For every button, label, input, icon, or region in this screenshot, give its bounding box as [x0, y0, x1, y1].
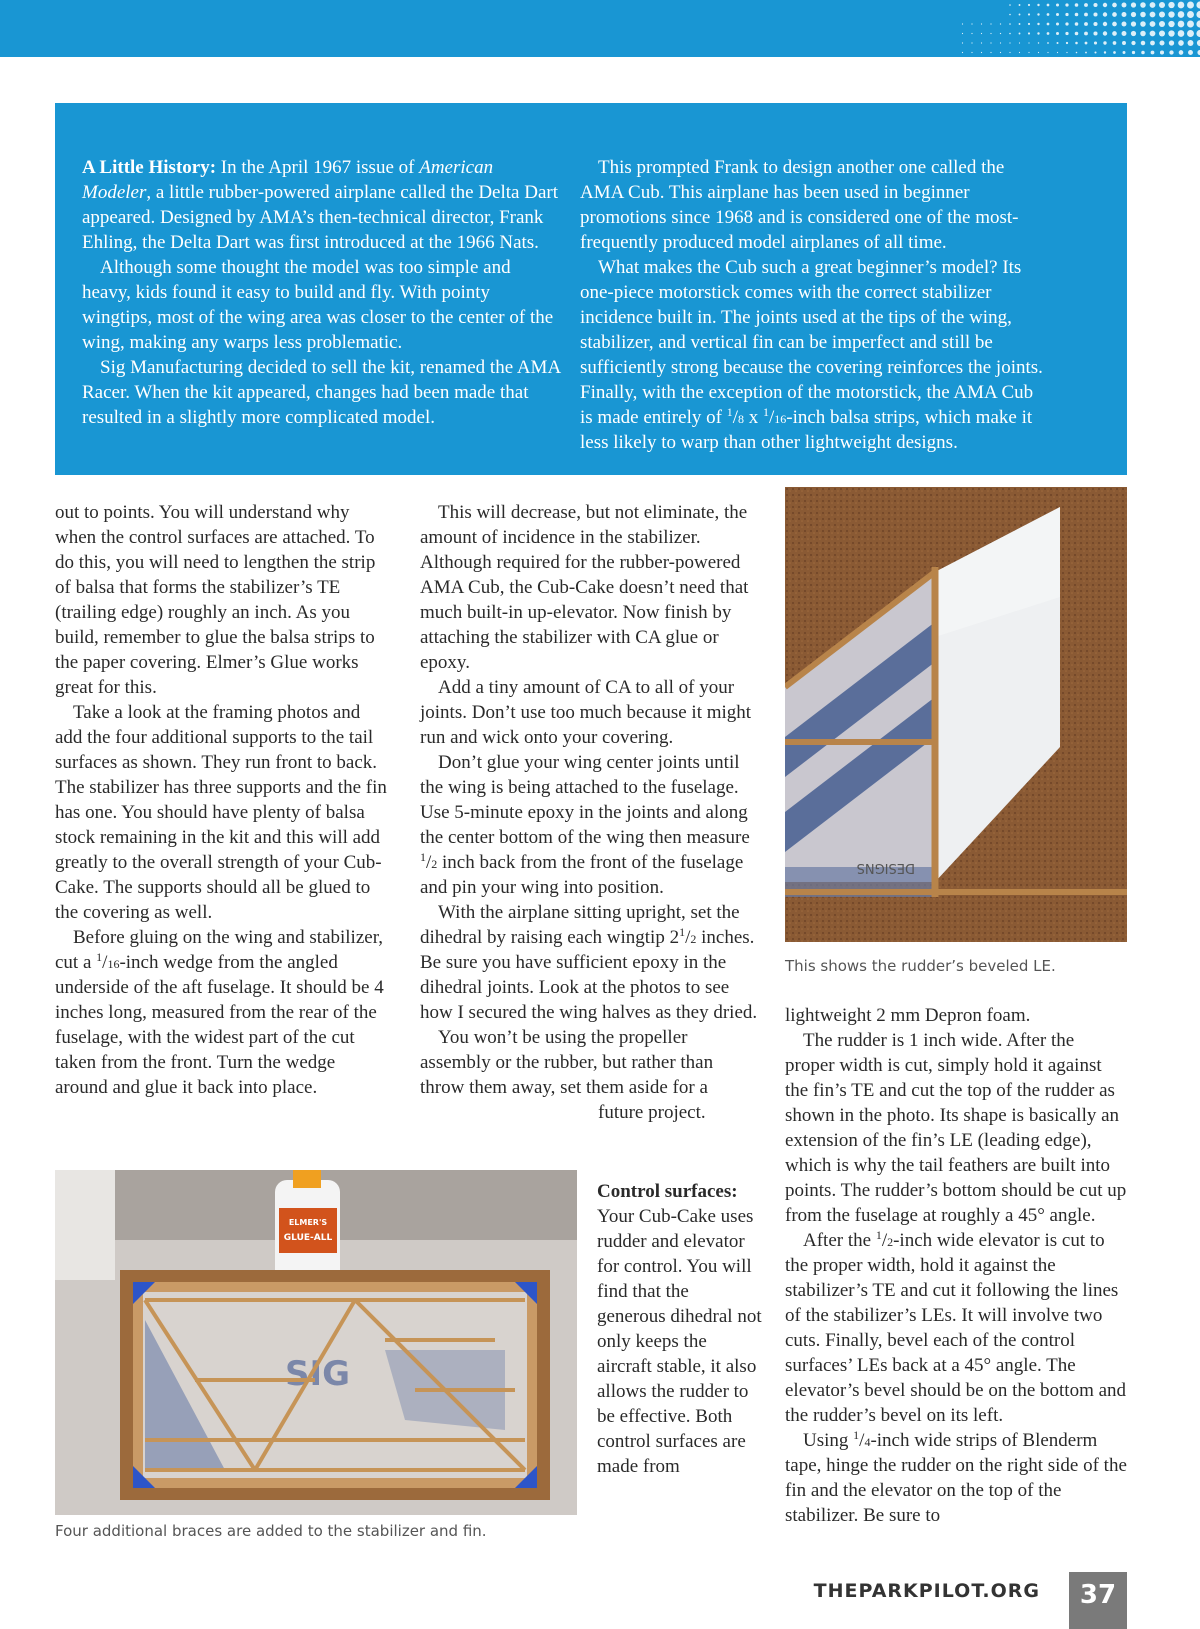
article-paragraph: With the airplane sitting upright, set the dihedral by raising each wingtip $2^1/2$ inches. Be sure you have sufficient epoxy in the dihedral joints. Look at the photos to see how I secured the wing halves as they dried. — [420, 902, 758, 1023]
article-text: After the — [803, 1230, 876, 1251]
article-column-3 — [785, 1003, 1127, 1528]
sidebar-paragraph: Sig Manufacturing decided to sell the kit, renamed the AMA Racer. When the kit appeared, changes had been made that resulted in a slightly more complicated model. — [82, 357, 561, 428]
fraction-denominator: 4 — [864, 1435, 871, 1449]
article-text: -inch wide elevator is cut to the proper width, hold it against the stabilizer’s TE and cut it following the lines of the stabilizer’s LEs. It will involve two cuts. Finally, bevel each of the control surfaces’ LEs back at a 45° angle. The elevator’s bevel should be on the bottom and the rudder’s bevel on its left. — [785, 1230, 1127, 1426]
fraction-numerator: 1 — [853, 1428, 860, 1442]
article-paragraph: lightweight 2 mm Depron foam. — [785, 1005, 1031, 1026]
sidebar-paragraph: Finally, with the exception of the motorstick, the AMA Cub is made entirely of $^1$/8 x $^1$/16-inch balsa strips, which make it less likely to warp than other lightweight designs. — [580, 382, 1034, 453]
article-text: inch back from the front of the fuselage and pin your wing into position. — [420, 852, 744, 898]
fraction-numerator: 1 — [420, 850, 426, 864]
sidebar-text: -inch balsa strips, which make it less likely to warp than other lightweight designs. — [580, 407, 1033, 453]
fraction-numerator: 1 — [96, 950, 103, 964]
sidebar-heading: A Little History: — [82, 157, 217, 178]
glue-product-label: GLUE-ALL — [283, 1233, 333, 1243]
fraction-numerator: 1 — [875, 1228, 882, 1242]
article-paragraph: Add a tiny amount of CA to all of your joints. Don’t use too much because it might run and wick onto your covering. — [420, 677, 752, 748]
sidebar-paragraph: What makes the Cub such a great beginner’s model? Its one-piece motorstick comes with the correct stabilizer incidence built in. The joints used at the tips of the wing, stabilizer, and vertical fin can be imperfect and still be sufficiently strong because the covering reinforces the joints. — [580, 257, 1043, 378]
rudder-photo — [785, 487, 1127, 942]
sidebar-paragraph: Although some thought the model was too simple and heavy, kids found it easy to build and fly. With pointy wingtips, most of the wing area was closer to the center of the wing, making any warps less problematic. — [82, 257, 554, 353]
history-sidebar — [55, 103, 1127, 475]
article-paragraph: Before gluing on the wing and stabilizer, cut a $^1$/16-inch wedge from the angled underside of the aft fuselage. It should be 4 inches long, measured from the rear of the fuselage, with the widest part of the cut taken from the front. Turn the wedge around and glue it back into place. — [55, 927, 384, 1098]
article-paragraph-end: future project. — [598, 1102, 706, 1123]
article-paragraph: Take a look at the framing photos and add the four additional supports to the tail surfaces as shown. They run front to back. The stabilizer has three supports and the fin has one. You should have plenty of balsa stock remaining in the kit and this will add greatly to the overall strength of your Cub-Cake. The supports should all be glued to the covering as well. — [55, 702, 387, 923]
article-paragraph: out to points. You will understand why when the control surfaces are attached. To do this, you will need to lengthen the strip of balsa that forms the stabilizer’s TE (trailing edge) roughly an inch. As you build, remember to glue the balsa strips to the paper covering. Elmer’s Glue works great for this. — [55, 502, 376, 698]
article-paragraph: You won’t be using the propeller assembly or the rubber, but rather than throw them away, set them aside for a — [420, 1027, 714, 1098]
article-paragraph: Your Cub-Cake uses rudder and elevator for control. You will find that the generous dihedral not only keeps the aircraft stable, it also allows the rudder to be effective. Both control surfaces are made from — [597, 1206, 762, 1477]
fraction-denominator: 2 — [431, 857, 438, 871]
sidebar-paragraph — [82, 155, 562, 255]
fraction-denominator: 2 — [690, 932, 697, 946]
article-paragraph: After the $^1$/2-inch wide elevator is cut to the proper width, hold it against the stabilizer’s TE and cut it following the lines of the stabilizer’s LEs. It will involve two cuts. Finally, bevel each of the control surfaces’ LEs back at a 45° angle. The elevator’s bevel should be on the bottom and the rudder’s bevel on its left. — [785, 1228, 1127, 1426]
fraction-numerator: 1 — [762, 405, 769, 419]
framing-photo — [55, 1170, 577, 1515]
fraction-denominator: 16 — [107, 957, 120, 971]
page-number: 37 — [1069, 1572, 1127, 1629]
section-heading: Control surfaces: — [597, 1181, 738, 1202]
article-text: Before gluing on the wing and stabilizer, cut a — [55, 927, 384, 973]
rudder-photo-caption: This shows the rudder’s beveled LE. — [785, 957, 1056, 975]
article-paragraph: Using $^1$/4-inch wide strips of Blenderm tape, hinge the rudder on the right side of the fin and the elevator on the top of the stabilizer. Be sure to — [785, 1428, 1127, 1526]
article-paragraph: The rudder is 1 inch wide. After the proper width is cut, simply hold it against the fin’s TE and cut the top of the rudder as shown in the photo. Its shape is basically an extension of the fin’s LE (leading edge), which is why the tail feathers are built into points. The rudder’s bottom should be cut up from the fuselage at roughly a 45° angle. — [785, 1030, 1127, 1226]
article-text: With the airplane sitting upright, set the dihedral by raising each wingtip 2 — [420, 902, 740, 948]
sidebar-text: In the April 1967 issue of — [216, 157, 420, 178]
sidebar-right-column — [580, 155, 1050, 455]
article-text: inches. Be sure you have sufficient epoxy in the dihedral joints. Look at the photos to see how I secured the wing halves as they dried. — [420, 927, 758, 1023]
article-paragraph: Don’t glue your wing center joints until the wing is being attached to the fuselage. Use 5-minute epoxy in the joints and along the center bottom of the wing then measure $^1$/2 inch back from the front of the fuselage and pin your wing into position. — [420, 752, 750, 898]
article-text: -inch wedge from the angled underside of the aft fuselage. It should be 4 inches long, measured from the rear of the fuselage, with the widest part of the cut taken from the front. Turn the wedge around and glue it back into place. — [55, 952, 384, 1098]
fraction-denominator: 8 — [737, 412, 744, 426]
sidebar-left-column — [82, 155, 562, 430]
article-column-2 — [420, 500, 760, 1125]
article-text: -inch wide strips of Blenderm tape, hinge the rudder on the right side of the fin and the elevator on the top of the stabilizer. Be sure to — [785, 1430, 1127, 1526]
sidebar-text: , a little rubber-powered airplane called the Delta Dart appeared. Designed by AMA’s then-technical director, Frank Ehling, the Delta Dart was first introduced at the 1966 Nats. — [82, 182, 558, 253]
rudder-print-text: DESIGNS — [856, 860, 915, 875]
sidebar-text: Finally, with the exception of the motorstick, the AMA Cub is made entirely of — [580, 382, 1034, 428]
fraction-denominator: 2 — [887, 1235, 894, 1249]
article-text: Don’t glue your wing center joints until the wing is being attached to the fuselage. Use 5-minute epoxy in the joints and along the center bottom of the wing then measure — [420, 752, 750, 848]
fraction-numerator: 1 — [679, 925, 686, 939]
article-paragraph: This will decrease, but not eliminate, the amount of incidence in the stabilizer. Although required for the rubber-powered AMA Cub, the Cub-Cake doesn’t need that much built-in up-elevator. Now finish by attaching the stabilizer with CA glue or epoxy. — [420, 502, 749, 673]
framing-photo-illustration — [55, 1170, 577, 1515]
footer-site-name: THEPARKPILOT.ORG — [813, 1580, 1040, 1602]
article-column-1 — [55, 500, 390, 1100]
control-surfaces-section — [597, 1179, 762, 1479]
magazine-title: American Modeler — [82, 157, 494, 203]
rudder-photo-illustration — [785, 487, 1127, 942]
sidebar-paragraph: This prompted Frank to design another one called the AMA Cub. This airplane has been used in beginner promotions since 1968 and is considered one of the most-frequently produced model airplanes of all time. — [580, 157, 1019, 253]
article-text: Using — [803, 1430, 854, 1451]
fraction-denominator: 16 — [774, 412, 787, 426]
frame-logo-text: SIG — [285, 1354, 351, 1394]
glue-brand-label: ELMER'S — [288, 1218, 328, 1227]
fraction-numerator: 1 — [726, 405, 733, 419]
framing-photo-caption: Four additional braces are added to the stabilizer and fin. — [55, 1522, 487, 1540]
halftone-dots-decoration — [950, 0, 1200, 57]
sidebar-text: x — [743, 407, 763, 428]
